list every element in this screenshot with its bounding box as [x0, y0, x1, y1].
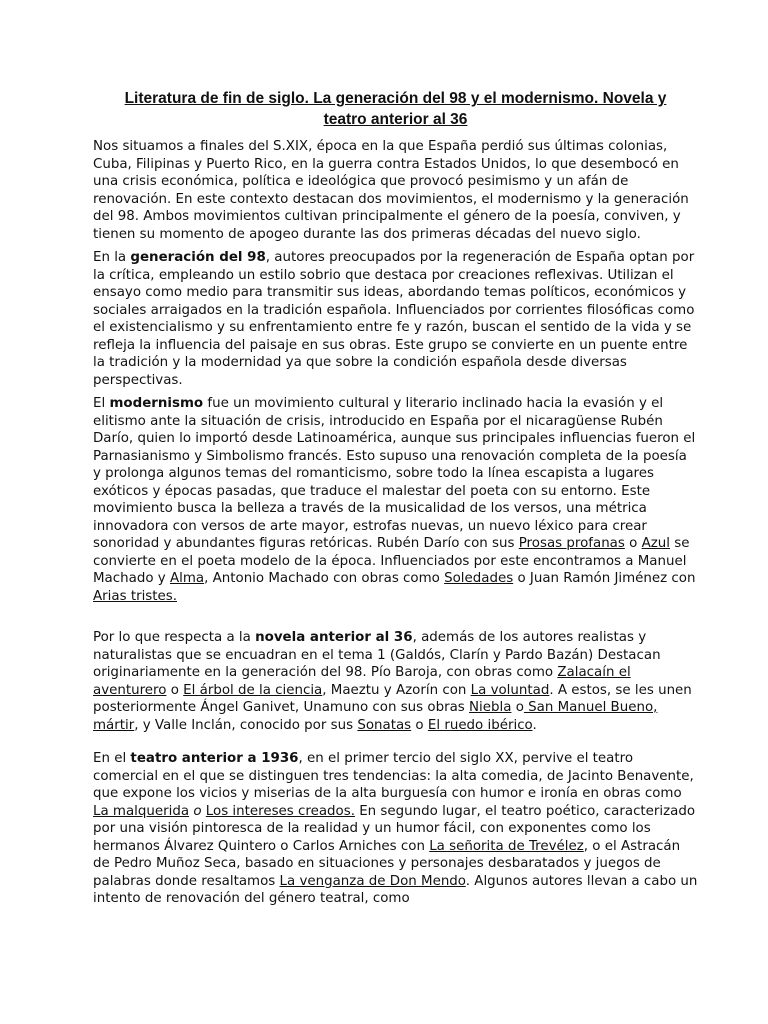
work-title-niebla: Niebla [469, 700, 512, 715]
text-run: , autores preocupados por la regeneración de España optan por la crítica, empleando un estilo sobrio que destaca por creaciones reflexivas. Utilizan el ensayo como medio para transmitir sus ideas, abordando temas políticos, económicos y sociales arraigados en la tradición española. Influenciados por corrientes filosóficas como el existencialismo y su enfrentamiento entre fe y razón, buscan el sentido de la vida y se refleja la influencia del paisaje en sus obras. Este grupo se convierte en un puente entre la tradición y la modernidad ya que sobre la condición española desde diversas perspectivas. [93, 250, 695, 388]
text-run: . [532, 717, 537, 733]
work-title-malquerida: La malquerida [93, 803, 190, 819]
text-run: . A estos, se les unen posteriormente Ángel Ganivet, Unamuno con sus obras [93, 682, 692, 715]
text-run: , y Valle Inclán, conocido por sus [134, 717, 358, 733]
work-title-ruedo-iberico: El ruedo ibérico [427, 717, 533, 733]
text-run: , Maeztu y Azorín con [322, 682, 471, 698]
page-title [93, 88, 698, 130]
paragraph-novela [93, 629, 698, 734]
text-run: o [166, 682, 184, 698]
work-title-arbol-ciencia: El árbol de la ciencia [183, 682, 323, 698]
text-run: El [93, 396, 110, 411]
work-title-zalacain: Zalacaín el aventurero [93, 665, 631, 698]
text-run: , en el primer tercio del siglo XX, pervive el teatro comercial en el que se distinguen tres tendencias: la alta comedia, de Jacinto Benavente, que expone los vicios y miserias de la alta burguesía con humor e ironía en obras como [93, 751, 694, 801]
text-run: o Juan Ramón Jiménez con [513, 571, 696, 586]
work-title-venganza-don-mendo: La venganza de Don Mendo [279, 873, 466, 889]
text-run: , o el Astracán de Pedro Muñoz Seca, basado en situaciones y personajes desbaratados y juegos de palabras donde resaltamos [93, 838, 681, 889]
bold-term-novela: novela anterior al 36 [255, 630, 413, 645]
bold-term-teatro: teatro anterior a 1936 [130, 751, 299, 766]
bold-term-modernismo: modernismo [109, 396, 204, 411]
title-line-1: Literatura de fin de siglo. La generación del 98 y el modernismo. Novela y [124, 90, 667, 107]
work-title-san-manuel: San Manuel Bueno, mártir [93, 700, 658, 733]
work-title-intereses-creados: Los intereses creados. [205, 803, 355, 819]
work-title-alma: Alma [169, 571, 205, 586]
text-run-italic: o [189, 803, 206, 819]
text-run: o [411, 717, 428, 733]
work-title-azul: Azul [641, 536, 670, 551]
work-title-arias-tristes: Arias tristes. [93, 588, 177, 604]
work-title-voluntad: La voluntad [470, 682, 550, 698]
paragraph-modernismo [93, 395, 698, 605]
bold-term-generacion-98: generación del 98 [130, 250, 266, 265]
text-run: Por lo que respecta a la [93, 630, 256, 645]
text-run: En segundo lugar, el teatro poético, caracterizado por una visión pintoresca de la realidad y un humor fácil, con exponentes como los hermanos Álvarez Quintero o Carlos Arniches con [93, 803, 696, 854]
text-run: . Algunos autores llevan a cabo un intento de renovación del género teatral, como [93, 873, 698, 906]
text-run: En el [93, 751, 131, 766]
paragraph-generacion-98 [93, 249, 698, 389]
paragraph-intro: Nos situamos a finales del S.XIX, época en la que España perdió sus últimas colonias, Cuba, Filipinas y Puerto Rico, en la guerra contra Estados Unidos, lo que desembocó en una crisis económica, política e ideológica que provocó pesimismo y un afán de renovación. En este contexto destacan dos movimientos, el modernismo y la generación del 98. Ambos movimientos cultivan principalmente el género de la poesía, conviven, y tienen su momento de apogeo durante las dos primeras décadas del nuevo siglo. [93, 139, 689, 242]
title-line-2: teatro anterior al 36 [323, 111, 468, 128]
text-run: fue un movimiento cultural y literario inclinado hacia la evasión y el elitismo ante la situación de crisis, introducido en España por el nicaragüense Rubén Darío, quien lo importó desde Latinoamérica, aunque sus principales influencias fueron el Parnasianismo y Simbolismo francés. Esto supuso una renovación completa de la poesía y prolonga algunos temas del romanticismo, sobre todo la línea escapista a lugares exóticos y épocas pasadas, que traduce el malestar del poeta con su entorno. Este movimiento busca la belleza a través de la musicalidad de los versos, una métrica innovadora con versos de arte mayor, estrofas nuevas, un nuevo léxico para crear sonoridad y abundantes figuras retóricas. Rubén Darío con sus [93, 396, 696, 551]
text-run: , Antonio Machado con obras como [204, 571, 445, 586]
text-run: o [511, 700, 524, 715]
work-title-senorita-trevelez: La señorita de Trevélez [429, 838, 584, 854]
work-title-prosas-profanas: Prosas profanas [518, 536, 625, 551]
text-run: o [624, 536, 642, 551]
paragraph-teatro [93, 750, 698, 908]
work-title-soledades: Soledades [444, 571, 514, 586]
work-title-sonatas: Sonatas [357, 717, 412, 733]
text-run: , además de los autores realistas y naturalistas que se encuadran en el tema 1 (Galdós, Clarín y Pardo Bazán) Destacan originariamente en la generación del 98. Pío Baroja, con obras como [93, 630, 661, 680]
text-run: se convierte en el poeta modelo de la época. Influenciados por este encontramos a Manuel Machado y [93, 536, 690, 586]
text-run: En la [93, 250, 131, 265]
